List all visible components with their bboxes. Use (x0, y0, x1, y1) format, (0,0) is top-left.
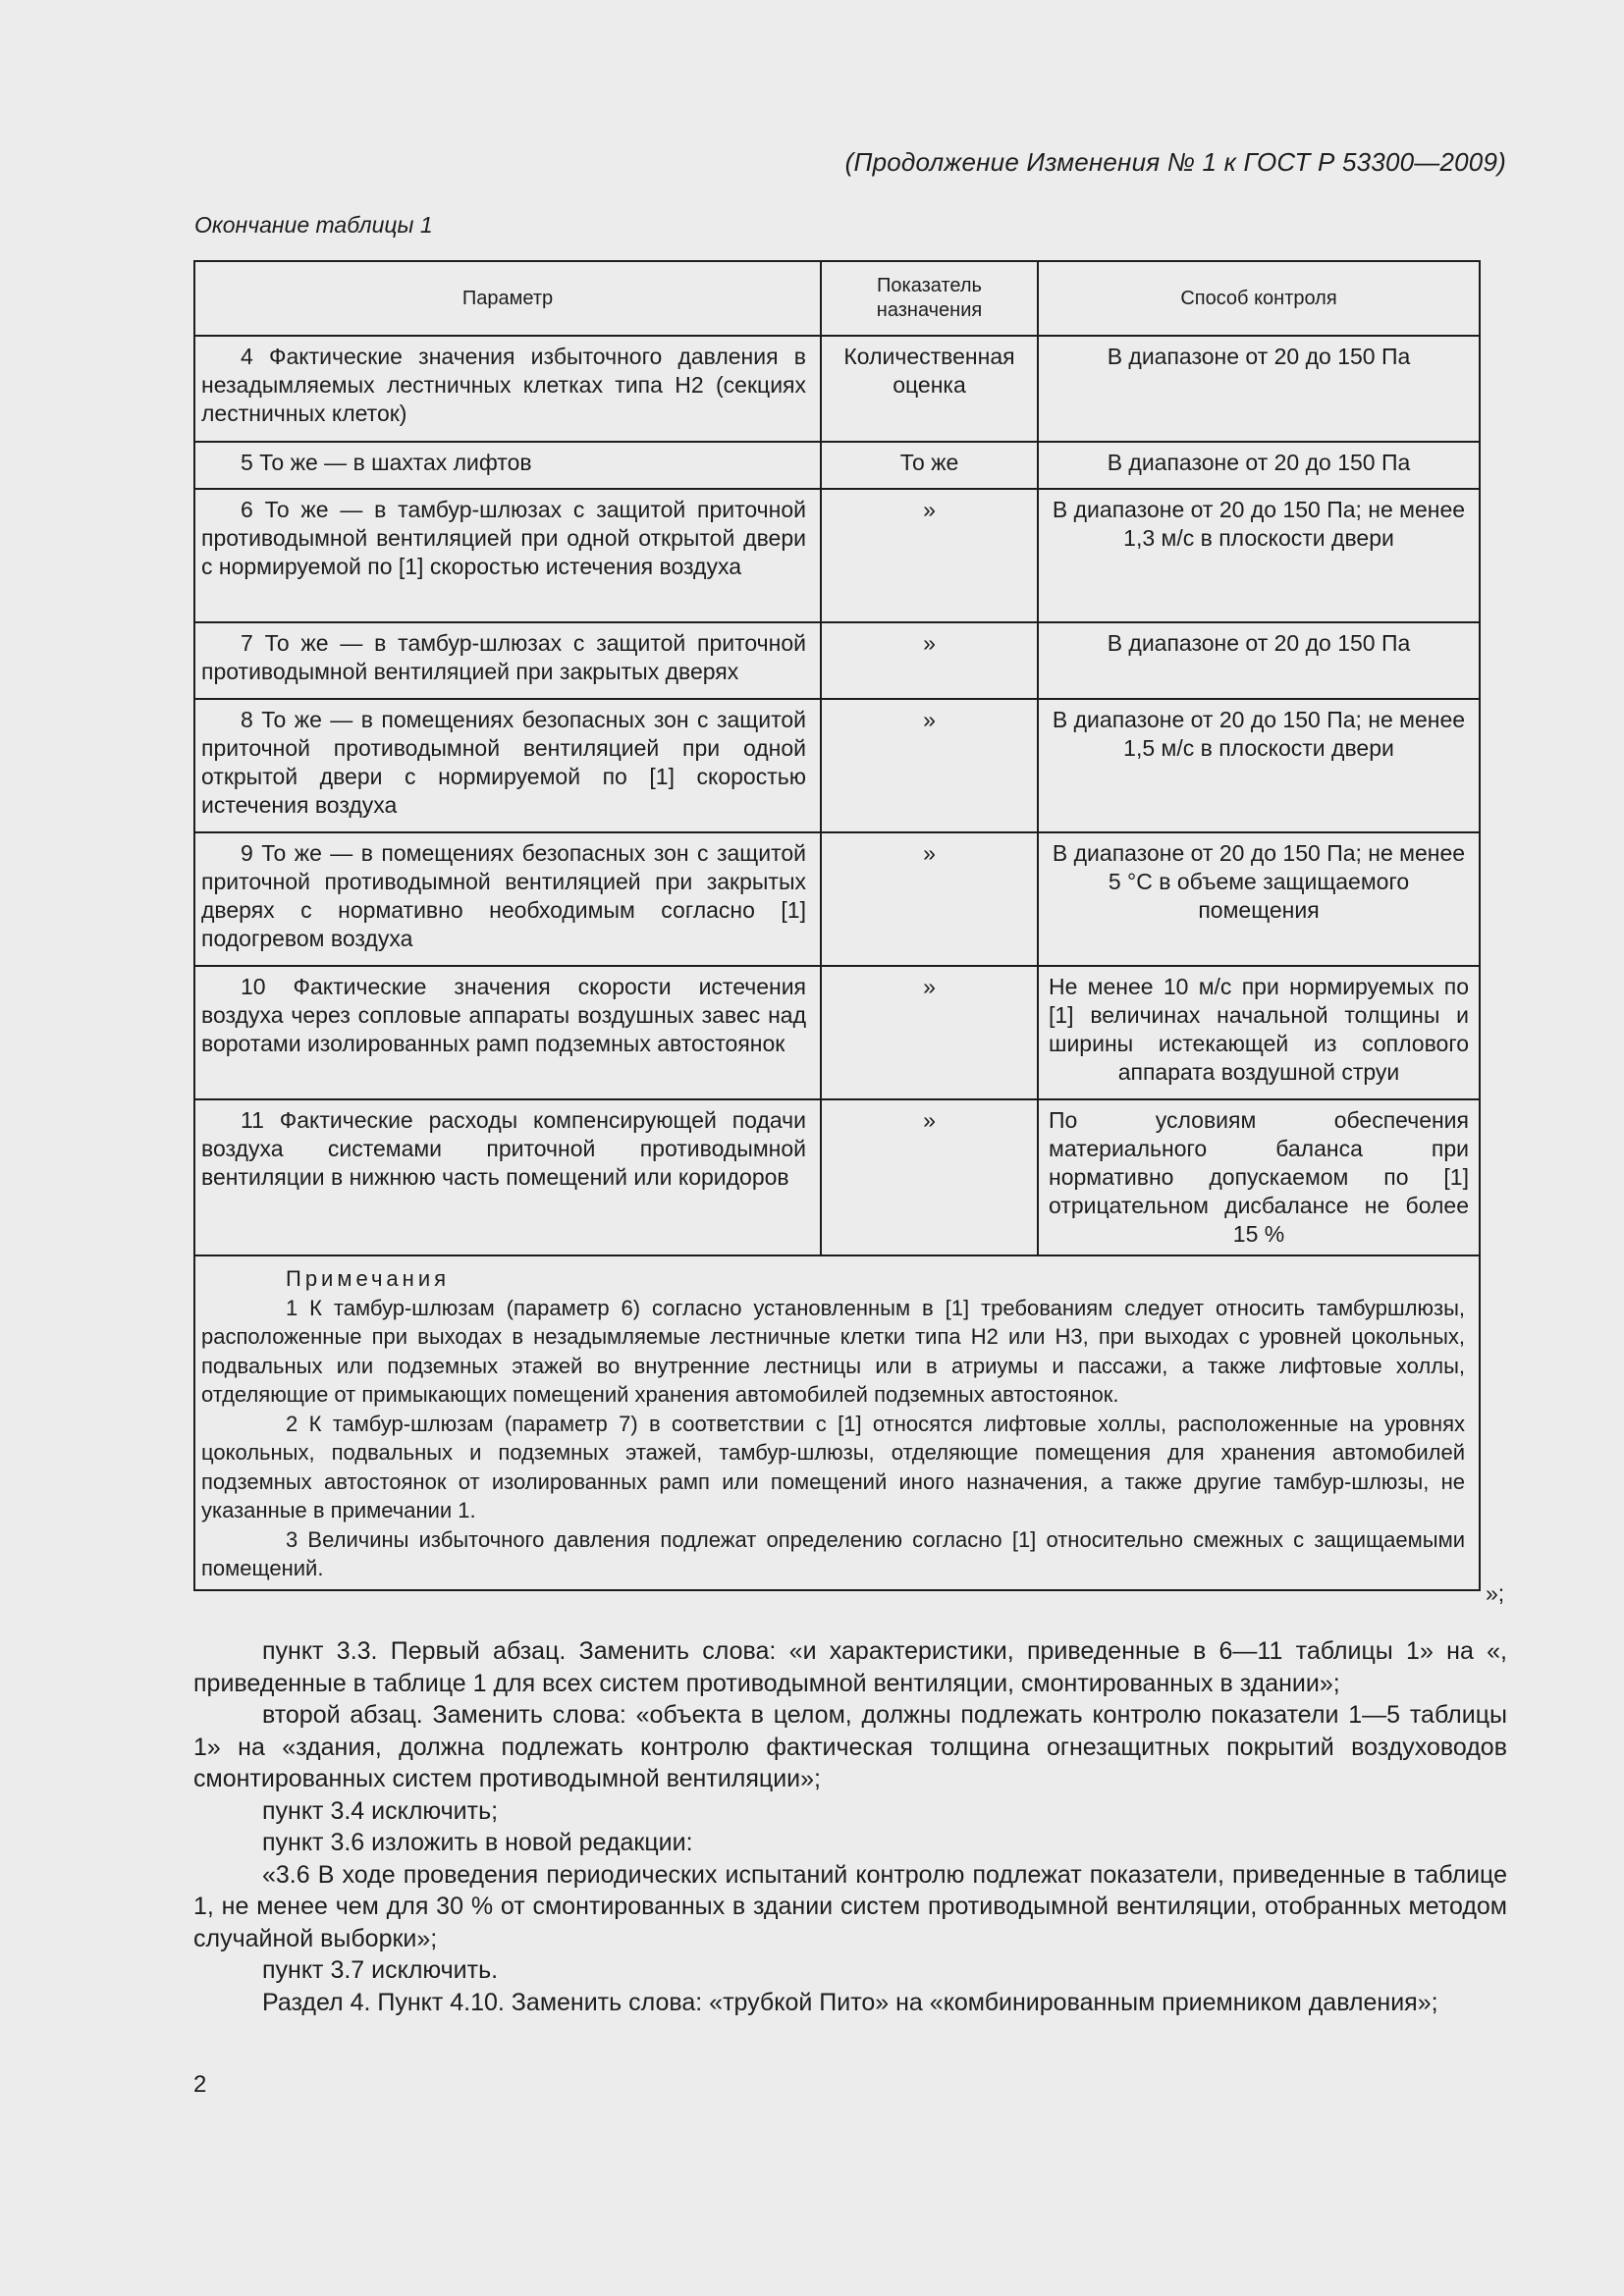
control-cell: В диапазоне от 20 до 150 Па (1038, 336, 1480, 442)
table-row (194, 699, 1480, 832)
table-row (194, 442, 1480, 489)
header-indicator: Показатель назначения (821, 261, 1038, 336)
header-control: Способ контроля (1038, 261, 1480, 336)
param-cell: 4 Фактические значения избыточного давления в незадымляемых лестничных клетках типа Н2 (секциях лестничных клеток) (194, 336, 821, 442)
body-paragraph: пункт 3.3. Первый абзац. Заменить слова: «и характеристики, приведенные в 6—11 таблицы 1» на «, приведенные в таблице 1 для всех систем противодымной вентиляции, смонтированных в здании»; (193, 1637, 1507, 1697)
param-cell: 7 То же — в тамбур-шлюзах с защитой приточной противодымной вентиляцией при закрытых дверях (194, 622, 821, 699)
table-header-row (194, 261, 1480, 336)
param-cell: 10 Фактические значения скорости истечения воздуха через сопловые аппараты воздушных завес над воротами изолированных рамп подземных автостоянок (194, 966, 821, 1099)
indicator-cell: Количественная оценка (821, 336, 1038, 442)
table-row (194, 489, 1480, 622)
body-paragraph: пункт 3.6 изложить в новой редакции: (262, 1829, 693, 1856)
amendment-text (193, 1635, 1507, 2018)
indicator-cell: То же (821, 442, 1038, 489)
indicator-cell: » (821, 699, 1038, 832)
indicator-cell: » (821, 1099, 1038, 1255)
closing-quote-mark: »; (1486, 1580, 1505, 1606)
notes-cell (194, 1255, 1480, 1590)
control-cell: По условиям обеспечения материального баланса при нормативно допускаемом по [1] отрицательном дисбалансе не более 15 % (1038, 1099, 1480, 1255)
param-cell: 9 То же — в помещениях безопасных зон с защитой приточной противодымной вентиляцией при закрытых дверях с нормативно необходимым согласно [1] подогревом воздуха (194, 832, 821, 966)
parameters-table (193, 260, 1481, 1591)
indicator-cell: » (821, 489, 1038, 622)
body-paragraph: второй абзац. Заменить слова: «объекта в целом, должны подлежать контролю показатели 1—5 таблицы 1» на «здания, должна подлежать контролю фактическая толщина огнезащитных покрытий воздуховодов смонтированных систем противодымной вентиляции»; (193, 1701, 1507, 1792)
note-1: 1 К тамбур-шлюзам (параметр 6) согласно установленным в [1] требованиям следует относить тамбуршлюзы, расположенные при выходах в незадымляемые лестничные клетки типа Н2 или Н3, при выходах с уровней цокольных, подвальных или подземных этажей во внутренние лестницы или в атриумы и пассажи, а также лифтовые холлы, отделяющие от примыкающих помещений хранения автомобилей подземных автостоянок. (201, 1295, 1465, 1407)
control-cell: В диапазоне от 20 до 150 Па; не менее 1,5 м/с в плоскости двери (1038, 699, 1480, 832)
table-row (194, 832, 1480, 966)
table-row (194, 966, 1480, 1099)
page-number: 2 (193, 2071, 207, 2098)
table-caption: Окончание таблицы 1 (194, 212, 433, 238)
param-cell: 6 То же — в тамбур-шлюзах с защитой приточной противодымной вентиляцией при одной открытой двери с нормируемой по [1] скоростью истечения воздуха (194, 489, 821, 622)
notes-row (194, 1255, 1480, 1590)
param-cell: 11 Фактические расходы компенсирующей подачи воздуха системами приточной противодымной вентиляции в нижнюю часть помещений или коридоров (194, 1099, 821, 1255)
control-cell: В диапазоне от 20 до 150 Па (1038, 622, 1480, 699)
note-3: 3 Величины избыточного давления подлежат определению согласно [1] относительно смежных с защищаемыми помещений. (201, 1526, 1465, 1580)
control-cell: В диапазоне от 20 до 150 Па; не менее 1,3 м/с в плоскости двери (1038, 489, 1480, 622)
control-cell: В диапазоне от 20 до 150 Па (1038, 442, 1480, 489)
header-parameter: Параметр (194, 261, 821, 336)
param-cell: 8 То же — в помещениях безопасных зон с защитой приточной противодымной вентиляцией при одной открытой двери с нормируемой по [1] скоростью истечения воздуха (194, 699, 821, 832)
indicator-cell: » (821, 966, 1038, 1099)
table-container (193, 260, 1479, 1591)
table-row (194, 622, 1480, 699)
table-row (194, 336, 1480, 442)
table-row (194, 1099, 1480, 1255)
control-cell: Не менее 10 м/с при нормируемых по [1] величинах начальной толщины и ширины истекающей из соплового аппарата воздушной струи (1038, 966, 1480, 1099)
body-paragraph: пункт 3.7 исключить. (262, 1956, 499, 1984)
running-head: (Продолжение Изменения № 1 к ГОСТ Р 53300—2009) (844, 147, 1506, 177)
indicator-cell: » (821, 622, 1038, 699)
param-cell: 5 То же — в шахтах лифтов (194, 442, 821, 489)
body-paragraph: «3.6 В ходе проведения периодических испытаний контролю подлежат показатели, приведенные в таблице 1, не менее чем для 30 % от смонтированных в здании систем противодымной вентиляции, отобранных методом случайной выборки»; (193, 1860, 1507, 1952)
body-paragraph: пункт 3.4 исключить; (262, 1796, 499, 1825)
body-paragraph: Раздел 4. Пункт 4.10. Заменить слова: «трубкой Пито» на «комбинированным приемником давления»; (262, 1988, 1438, 2016)
control-cell: В диапазоне от 20 до 150 Па; не менее 5 °С в объеме защищаемого помещения (1038, 832, 1480, 966)
indicator-cell: » (821, 832, 1038, 966)
note-2: 2 К тамбур-шлюзам (параметр 7) в соответствии с [1] относятся лифтовые холлы, расположенные на уровнях цокольных, подвальных и подземных этажей, тамбур-шлюзы, отделяющие помещения для хранения автомобилей подземных автостоянок от изолированных рамп или помещений иного назначения, а также другие тамбур-шлюзы, не указанные в примечании 1. (201, 1411, 1465, 1522)
notes-title: Примечания (286, 1266, 451, 1291)
